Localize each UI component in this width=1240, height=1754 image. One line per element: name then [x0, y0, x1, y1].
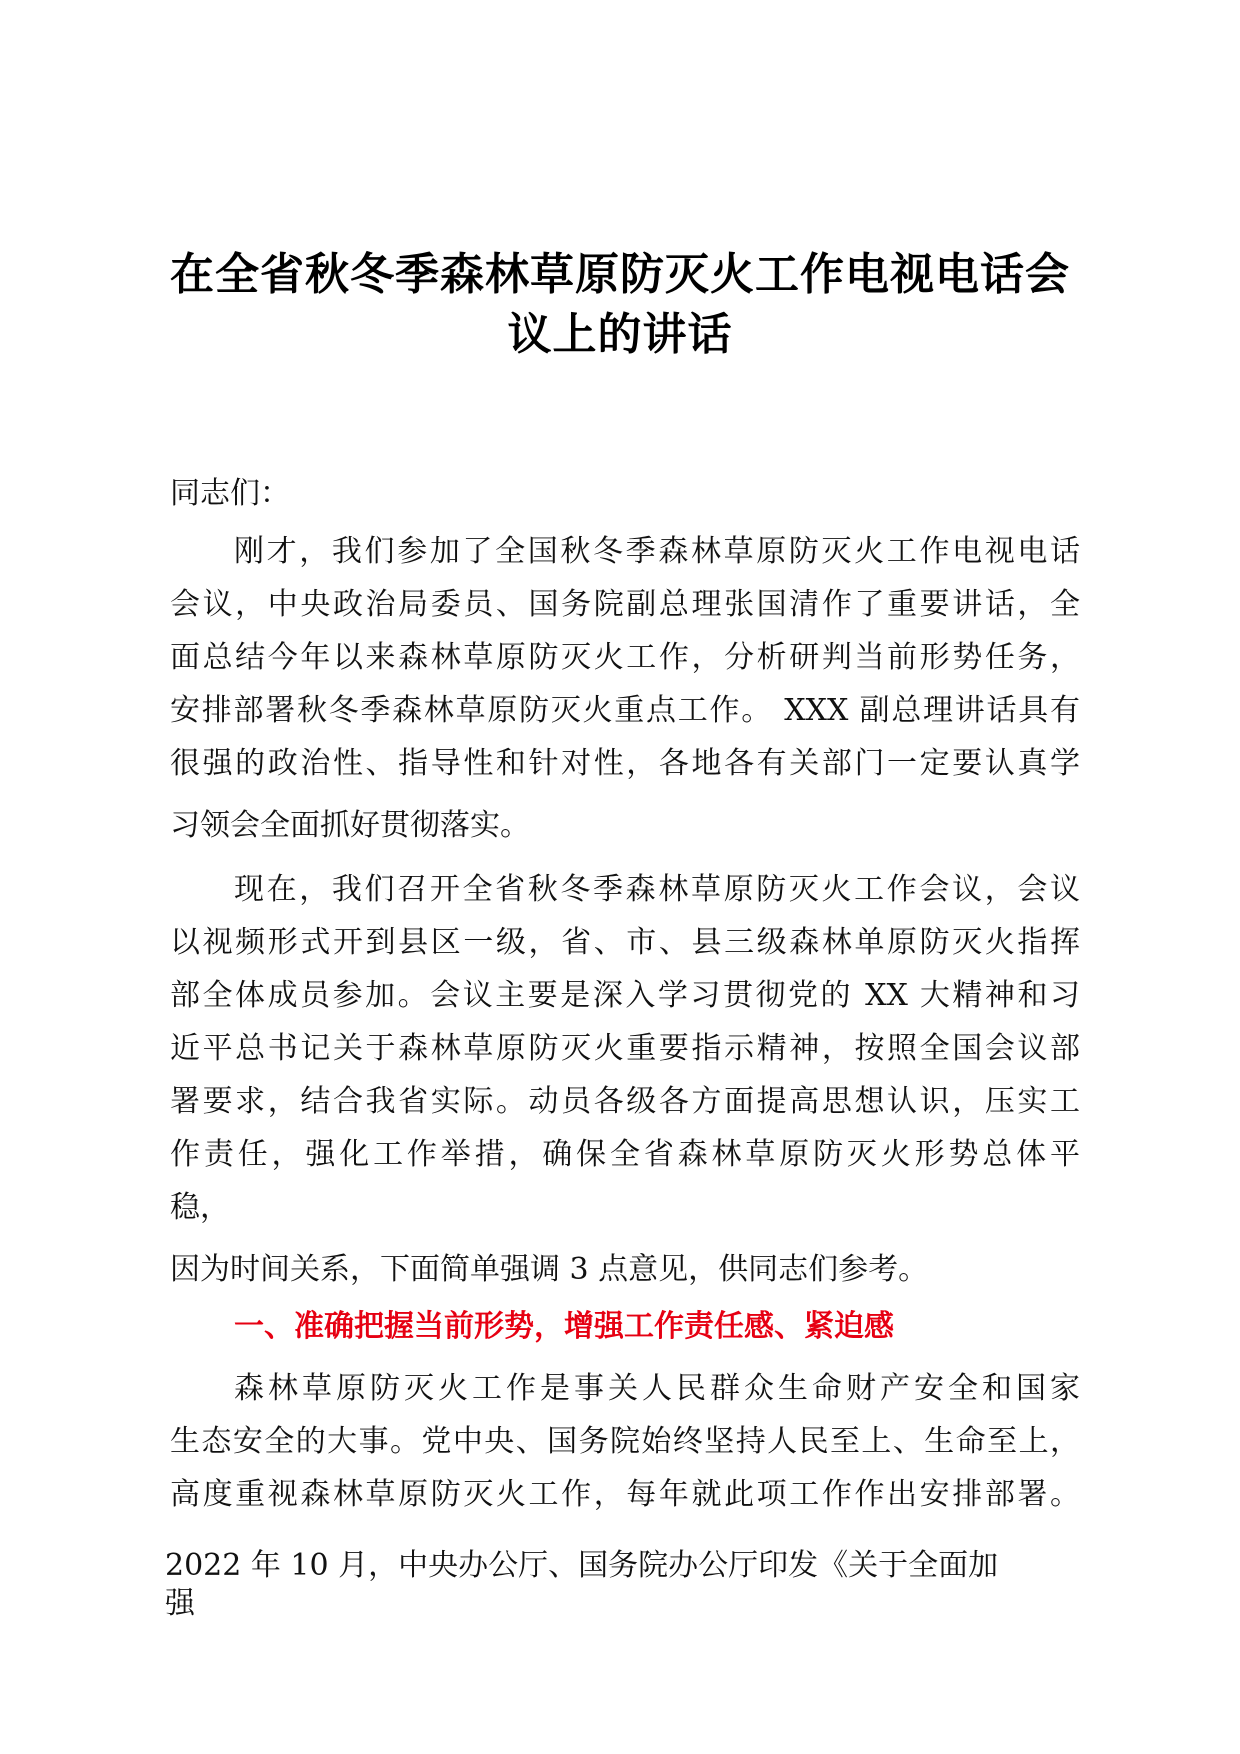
- title-line-1: 在全省秋冬季森林草原防灭火工作电视电话会: [170, 249, 1070, 300]
- document-title: [160, 245, 1080, 365]
- paragraph-2-line: 以视频形式开到县区一级，省、市、县三级森林单原防灭火指挥: [170, 925, 1080, 960]
- paragraph-4-line: 森林草原防灭火工作是事关人民群众生命财产安全和国家: [234, 1371, 1080, 1406]
- paragraph-2-line: 署要求，结合我省实际。动员各级各方面提高思想认识，压实工: [170, 1084, 1080, 1119]
- paragraph-1-line: 刚才，我们参加了全国秋冬季森林草原防灭火工作电视电话: [234, 534, 1080, 569]
- paragraph-2-line: 部全体成员参加。会议主要是深入学习贯彻党的 XX 大精神和习: [170, 978, 1080, 1013]
- paragraph-1-line: 面总结今年以来森林草原防灭火工作，分析研判当前形势任务，: [170, 640, 1080, 675]
- paragraph-4-line: 高度重视森林草原防灭火工作，每年就此项工作作出安排部署。: [170, 1477, 1080, 1512]
- paragraph-3: 因为时间关系，下面简单强调 3 点意见，供同志们参考。: [170, 1252, 929, 1287]
- paragraph-5-line: 强: [165, 1586, 195, 1621]
- paragraph-2-line: 近平总书记关于森林草原防灭火重要指示精神，按照全国会议部: [170, 1031, 1080, 1066]
- paragraph-1-line: 安排部署秋冬季森林草原防灭火重点工作。 XXX 副总理讲话具有: [170, 693, 1080, 728]
- title-line-2: 议上的讲话: [507, 309, 733, 360]
- paragraph-1-line: 会议，中央政治局委员、国务院副总理张国清作了重要讲话，全: [170, 587, 1080, 622]
- paragraph-5-line: 2022 年 10 月，中央办公厅、国务院办公厅印发《关于全面加: [165, 1548, 999, 1583]
- paragraph-2-line: 现在，我们召开全省秋冬季森林草原防灭火工作会议，会议: [234, 872, 1080, 907]
- paragraph-1-line: 很强的政治性、指导性和针对性，各地各有关部门一定要认真学: [170, 746, 1080, 781]
- section-heading-1: 一、准确把握当前形势，增强工作责任感、紧迫感: [234, 1309, 894, 1344]
- salutation: 同志们：: [170, 476, 290, 511]
- paragraph-2-line: 稳，: [170, 1190, 230, 1225]
- paragraph-1-line: 习领会全面抓好贯彻落实。: [170, 808, 530, 843]
- paragraph-4-line: 生态安全的大事。党中央、国务院始终坚持人民至上、生命至上，: [170, 1424, 1080, 1459]
- paragraph-2-line: 作责任，强化工作举措，确保全省森林草原防灭火形势总体平: [170, 1137, 1080, 1172]
